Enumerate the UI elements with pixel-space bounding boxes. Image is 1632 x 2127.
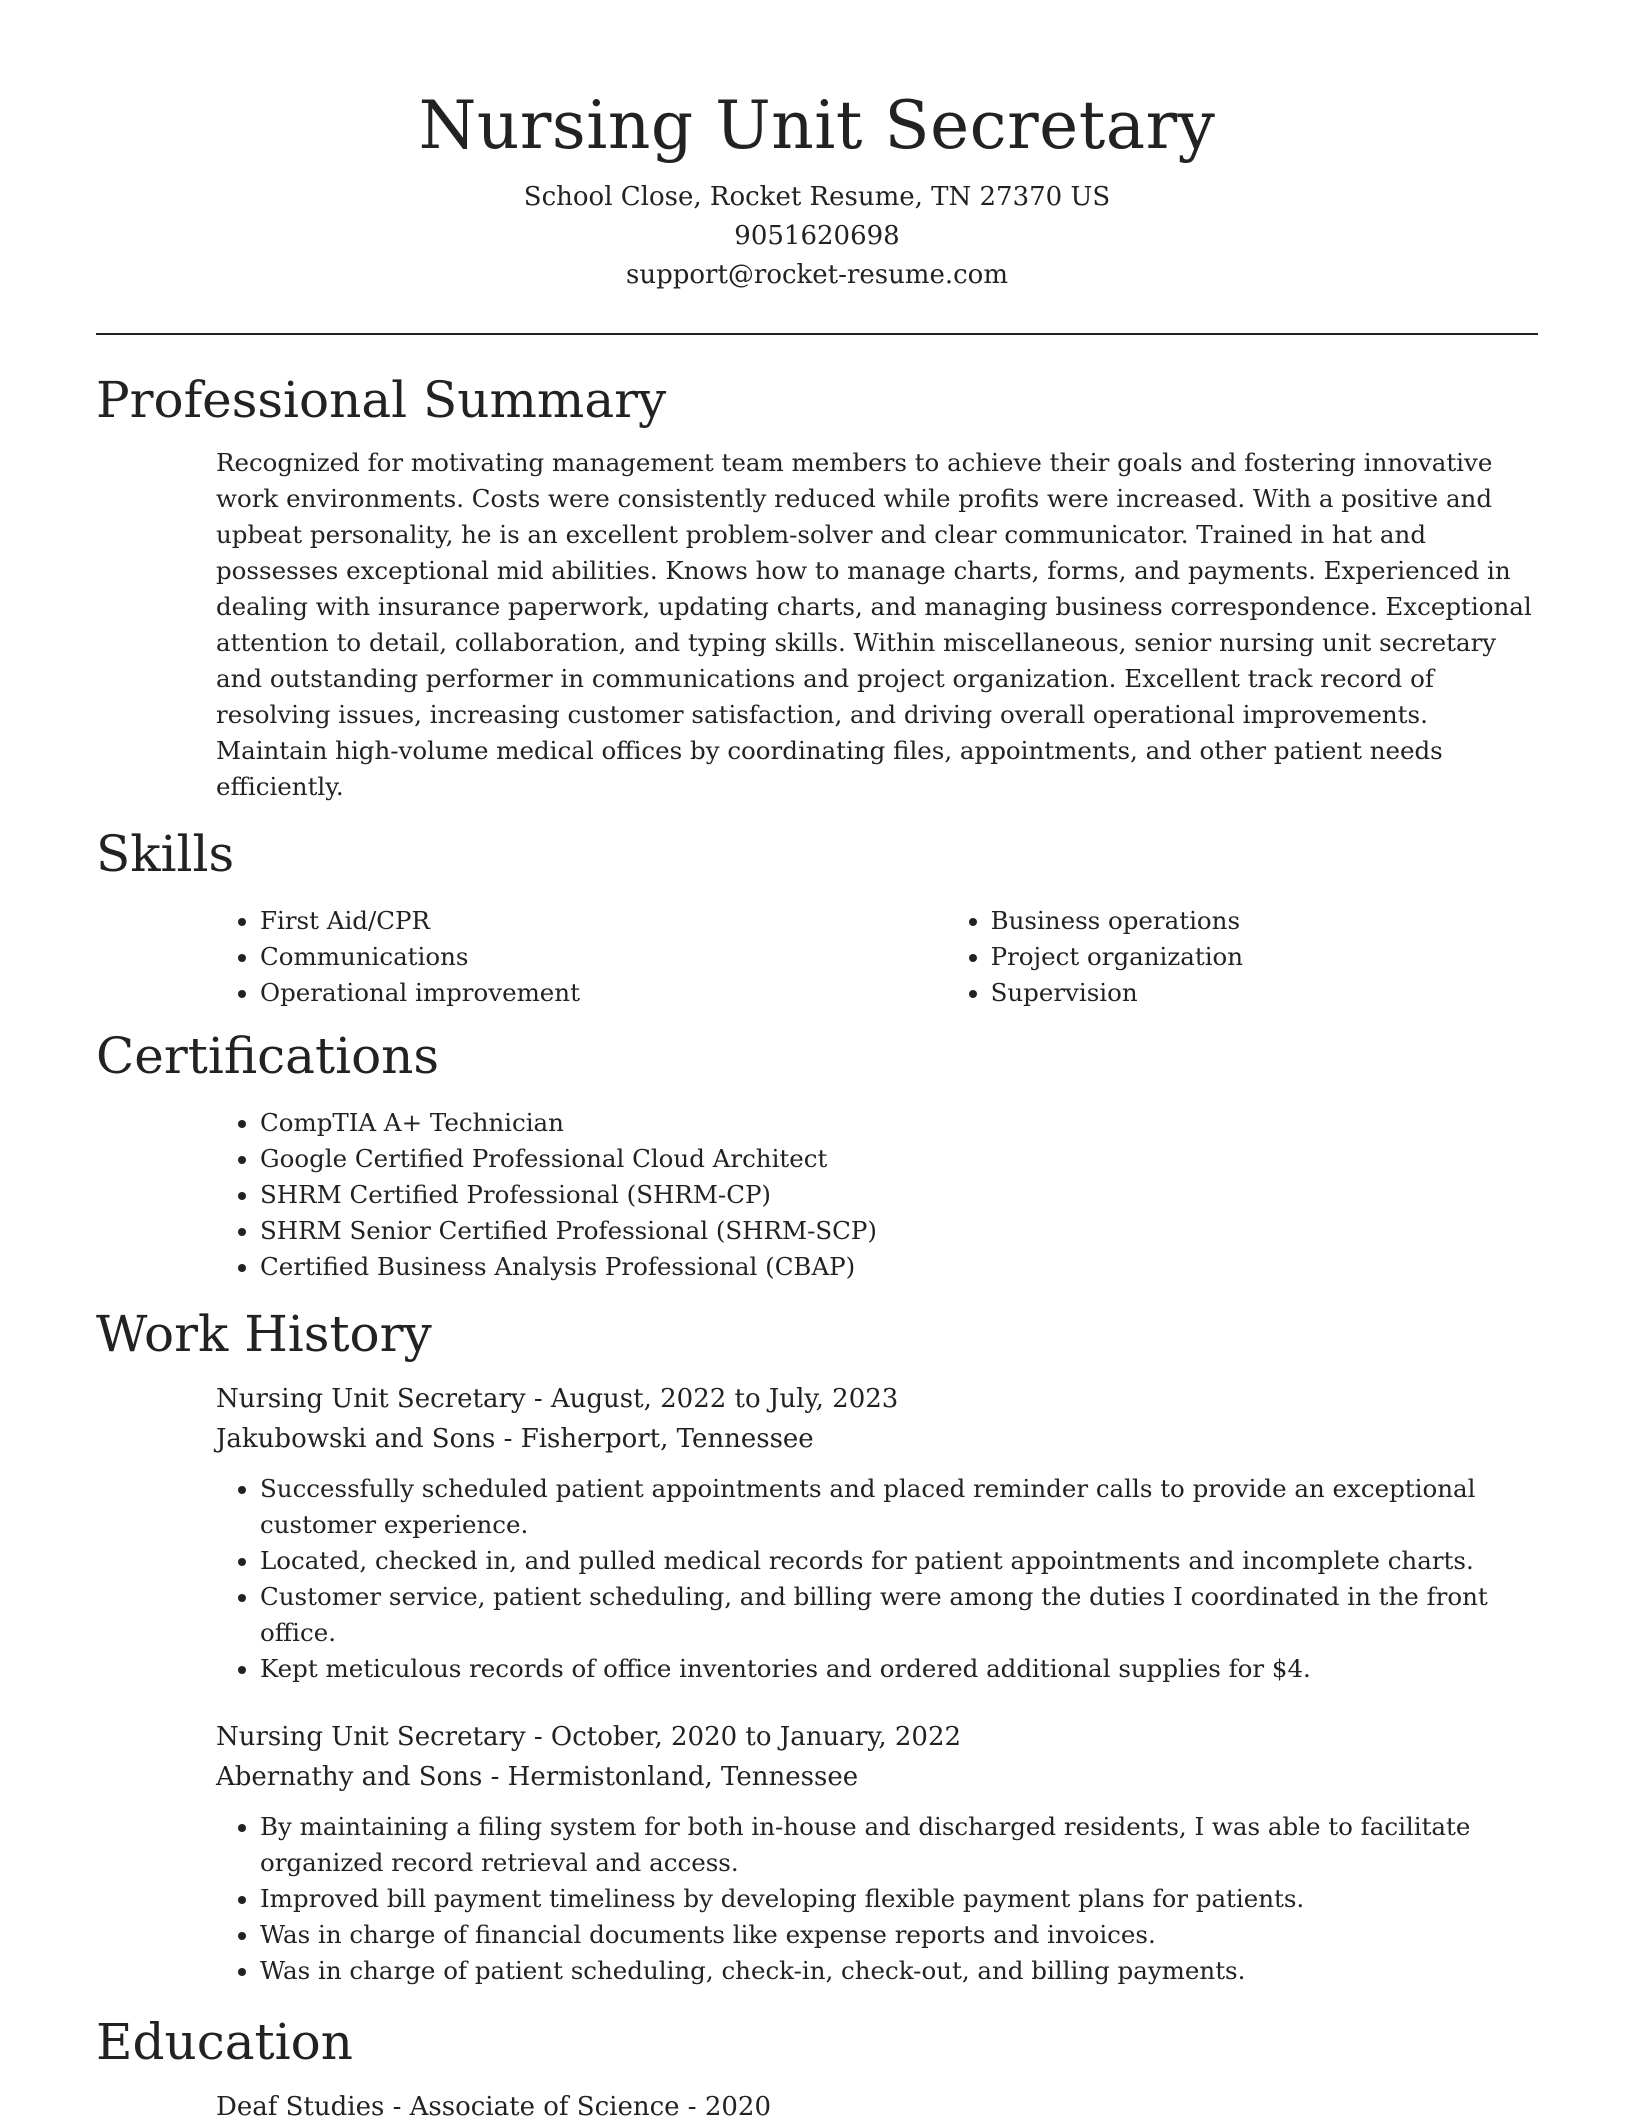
job-duty-item: • Was in charge of financial documents like expense reports and invoices.	[260, 1917, 1538, 1953]
job-duty-item: • Successfully scheduled patient appointments and placed reminder calls to provide an exceptional customer experience.	[260, 1471, 1538, 1543]
skill-item: • Communications	[260, 939, 827, 975]
skill-item: • Project organization	[991, 939, 1538, 975]
certifications-heading: Certifications	[96, 1027, 440, 1085]
education-heading: Education	[96, 2013, 353, 2071]
job-location: - Hermistonland, Tennessee	[482, 1762, 859, 1792]
contact-block	[96, 178, 1538, 295]
education-entry: Deaf Studies - Associate of Science - 2020	[216, 2092, 772, 2122]
job-duty-item: • Kept meticulous records of office inventories and ordered additional supplies for $4.	[260, 1651, 1538, 1687]
resume-header	[96, 0, 1538, 295]
education-section	[96, 2011, 1538, 2127]
job-dates: - October, 2020 to January, 2022	[525, 1722, 962, 1752]
skills-column-1	[96, 903, 827, 1011]
job-duties-list	[96, 1809, 1538, 1989]
skill-item: • First Aid/CPR	[260, 903, 827, 939]
job-duty-item: • Was in charge of patient scheduling, check-in, check-out, and billing payments.	[260, 1953, 1538, 1989]
job-company: Jakubowski and Sons	[216, 1424, 496, 1454]
job-duties-list	[96, 1471, 1538, 1687]
certifications-section	[96, 1025, 1538, 1285]
job-title-line	[216, 1379, 1538, 1419]
job-dates: - August, 2022 to July, 2023	[525, 1384, 899, 1414]
skills-grid	[96, 903, 1538, 1011]
summary-text: Recognized for motivating management team members to achieve their goals and fostering innovative work environments. Costs were consistently reduced while profits were increased. With a positive and upbeat personality, he is an excellent problem-solver and clear communicator. Trained in hat and possesses exceptional mid abilities. Knows how to manage charts, forms, and payments. Experienced in dealing with insurance paperwork, updating charts, and managing business correspondence. Exceptional attention to detail, collaboration, and typing skills. Within miscellaneous, senior nursing unit secretary and outstanding performer in communications and project organization. Excellent track record of resolving issues, increasing customer satisfaction, and driving overall operational improvements. Maintain high-volume medical offices by coordinating files, appointments, and other patient needs efficiently.	[216, 448, 1532, 801]
job-duty-item: • By maintaining a filing system for both in-house and discharged residents, I was able to facilitate organized record retrieval and access.	[260, 1809, 1538, 1881]
job-title: Nursing Unit Secretary	[216, 1722, 526, 1752]
job-company-line	[216, 1419, 1538, 1459]
contact-email: support@rocket-resume.com	[625, 260, 1008, 290]
certification-item: • Certified Business Analysis Professional (CBAP)	[260, 1249, 1538, 1285]
job-entry	[96, 1717, 1538, 1989]
job-location: - Fisherport, Tennessee	[495, 1424, 814, 1454]
work-history-heading: Work History	[96, 1305, 432, 1363]
skill-item: • Supervision	[991, 975, 1538, 1011]
candidate-name: Nursing Unit Secretary	[418, 87, 1216, 164]
job-company-line	[216, 1757, 1538, 1797]
work-history-section	[96, 1303, 1538, 1989]
skills-section	[96, 823, 1538, 1011]
certification-item: • CompTIA A+ Technician	[260, 1105, 1538, 1141]
job-duty-item: • Customer service, patient scheduling, and billing were among the duties I coordinated in the front office.	[260, 1579, 1538, 1651]
job-duty-item: • Improved bill payment timeliness by developing flexible payment plans for patients.	[260, 1881, 1538, 1917]
certifications-list	[96, 1105, 1538, 1285]
summary-section	[96, 369, 1538, 805]
skill-item: • Business operations	[991, 903, 1538, 939]
job-title: Nursing Unit Secretary	[216, 1384, 526, 1414]
header-divider	[96, 333, 1538, 335]
summary-heading: Professional Summary	[96, 371, 667, 429]
certification-item: • SHRM Certified Professional (SHRM-CP)	[260, 1177, 1538, 1213]
skills-column-2	[827, 903, 1538, 1011]
skills-heading: Skills	[96, 825, 235, 883]
contact-address: School Close, Rocket Resume, TN 27370 US	[523, 182, 1111, 212]
resume-page	[96, 0, 1538, 2127]
job-entry	[96, 1379, 1538, 1687]
job-company: Abernathy and Sons	[216, 1762, 483, 1792]
job-title-line	[216, 1717, 1538, 1757]
certification-item: • Google Certified Professional Cloud Architect	[260, 1141, 1538, 1177]
skill-item: • Operational improvement	[260, 975, 827, 1011]
certification-item: • SHRM Senior Certified Professional (SHRM-SCP)	[260, 1213, 1538, 1249]
job-duty-item: • Located, checked in, and pulled medical records for patient appointments and incomplete charts.	[260, 1543, 1538, 1579]
contact-phone: 9051620698	[734, 221, 900, 251]
